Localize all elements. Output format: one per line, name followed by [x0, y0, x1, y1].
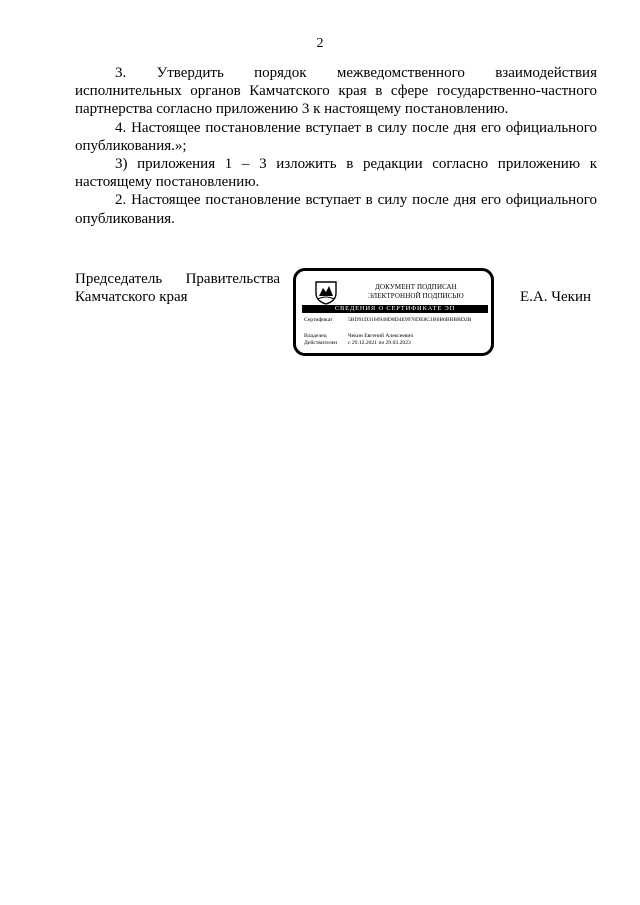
signatory-title — [75, 270, 280, 306]
coat-of-arms-icon — [314, 279, 338, 305]
signatory-name: Е.А. Чекин — [520, 289, 591, 305]
paragraph-effective-date: 2. Настоящее постановление вступает в силу после дня его официального опубликования. — [75, 192, 597, 227]
stamp-certificate-bar: СВЕДЕНИЯ О СЕРТИФИКАТЕ ЭП — [302, 305, 488, 313]
paragraph-appendices: 3) приложения 1 – 3 изложить в редакции согласно приложению к настоящему постановлению. — [75, 156, 597, 191]
paragraph-approve-procedure: 3. Утвердить порядок межведомственного взаимодействия исполнительных органов Камчатского края в сфере государственно-частного партнерства согласно приложению 3 к настоящему постановлению. — [75, 65, 597, 118]
signatory-title-line2: Камчатского края — [75, 289, 188, 305]
document-body — [75, 64, 597, 228]
page-number: 2 — [316, 36, 324, 51]
signatory-title-line1: Председатель Правительства — [75, 271, 280, 287]
electronic-signature-stamp: ДОКУМЕНТ ПОДПИСАН ЭЛЕКТРОННОЙ ПОДПИСЬЮ СВЕДЕНИЯ О СЕРТИФИКАТЕ ЭП Сертификат 5BD91D3166948D8D4E9976DE8C1B6B6BBBBD2B Владелец Чекин Евгений Алексеевич Действителен с 29.12.2021 по 29.03.2023 — [293, 268, 494, 356]
paragraph-effective-date-inner: 4. Настоящее постановление вступает в силу после дня его официального опубликования.»; — [75, 119, 597, 154]
stamp-heading: ДОКУМЕНТ ПОДПИСАН ЭЛЕКТРОННОЙ ПОДПИСЬЮ — [368, 283, 464, 300]
